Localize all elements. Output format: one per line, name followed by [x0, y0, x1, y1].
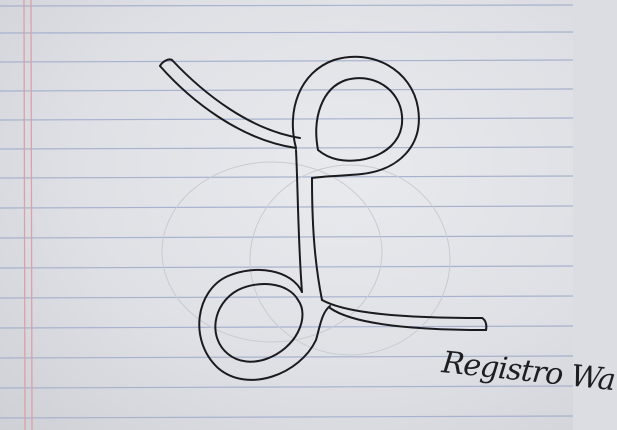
tail-cap	[482, 318, 486, 330]
lower-loop-inner	[215, 284, 302, 362]
ruled-line	[0, 296, 573, 298]
margin-line-right	[31, 0, 32, 430]
ruled-line	[0, 176, 573, 178]
margin-line-left	[24, 0, 25, 430]
stem-left	[296, 150, 302, 292]
stem-right	[312, 178, 322, 300]
signature-text: Registro Wa	[440, 345, 617, 399]
ruled-line	[0, 118, 573, 120]
lower-loop-outer	[199, 270, 330, 380]
ruled-line	[0, 5, 573, 6]
ruled-line	[0, 89, 573, 91]
margin-lines	[24, 0, 32, 430]
ruled-line	[0, 386, 573, 388]
erased-circle	[162, 162, 382, 342]
ruled-line	[0, 32, 573, 33]
ruled-line	[0, 60, 573, 62]
ruled-line	[0, 236, 573, 238]
ruled-line	[0, 266, 573, 268]
entry-stroke-cap	[160, 59, 172, 66]
ruled-line	[0, 206, 573, 208]
ruled-line	[0, 416, 573, 418]
